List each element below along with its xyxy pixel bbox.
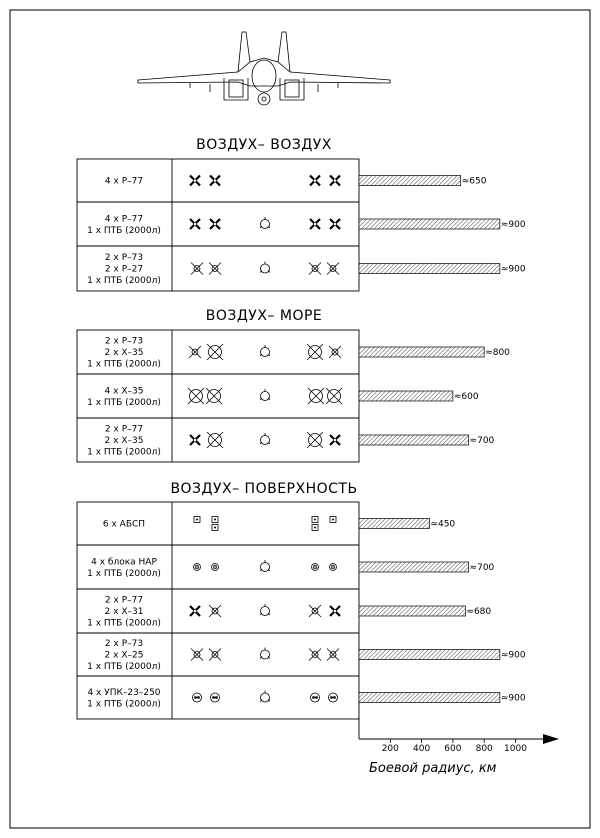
loadout-row — [77, 545, 495, 579]
loadout-group — [77, 159, 526, 291]
loadout-row — [77, 374, 479, 408]
radius-bar — [359, 519, 429, 529]
loadout-row — [77, 418, 495, 458]
store-big-icon — [308, 388, 324, 404]
store-big-icon — [326, 388, 342, 404]
store-fin-icon — [327, 649, 339, 661]
store-fin-icon — [191, 649, 203, 661]
radius-value-label: ≈900 — [500, 264, 526, 275]
loadout-row — [77, 676, 526, 709]
store-cross-icon — [190, 435, 200, 445]
loadout-text: 1 x ПТБ (2000л) — [87, 662, 161, 672]
store-big-icon — [207, 432, 223, 448]
store-gun-icon — [329, 693, 338, 702]
store-box2-icon — [212, 517, 218, 531]
store-tank-icon — [260, 648, 270, 660]
x-tick-label: 400 — [413, 744, 431, 754]
store-tank-icon — [260, 691, 270, 703]
store-tank-icon — [260, 604, 270, 616]
store-big-icon — [207, 344, 223, 360]
store-box2-icon — [312, 517, 318, 531]
loadout-row — [87, 337, 510, 370]
loadout-text: 6 x АБСП — [102, 519, 146, 530]
store-fin-icon — [309, 605, 321, 617]
radius-bar — [359, 606, 465, 616]
store-fin-icon — [329, 346, 341, 358]
loadout-text: 2 x P–77 — [104, 424, 144, 435]
store-fin-icon — [327, 263, 339, 275]
radius-bar — [359, 347, 484, 357]
loadout-text: 2 x X–35 — [104, 348, 144, 358]
loadout-row — [77, 246, 526, 286]
aircraft-front-view-icon — [138, 32, 390, 105]
store-fin-icon — [209, 605, 221, 617]
store-cross-icon — [210, 219, 220, 229]
loadout-text: 1 x ПТБ (2000л) — [87, 618, 161, 629]
radius-value-label: ≈900 — [500, 650, 526, 661]
store-cross-icon — [190, 219, 200, 229]
store-pod-icon — [312, 564, 319, 571]
x-axis-arrow-icon — [543, 734, 559, 744]
store-gun-icon — [193, 693, 202, 702]
store-cross-icon — [330, 435, 340, 445]
x-tick-label: 600 — [444, 744, 462, 754]
store-box-icon — [330, 517, 336, 523]
radius-value-label: ≈450 — [430, 519, 456, 530]
store-cross-icon — [310, 176, 320, 186]
store-cross-icon — [330, 219, 340, 229]
loadout-text: 2 x P–27 — [104, 264, 144, 275]
loadout-text: 2 x P–73 — [104, 336, 144, 347]
store-big-icon — [307, 344, 323, 360]
radius-value-label: ≈800 — [485, 348, 510, 358]
loadout-group — [77, 330, 510, 462]
radius-value-label: ≈700 — [469, 563, 495, 573]
x-tick-label: 200 — [381, 744, 399, 754]
loadout-text: 1 x ПТБ (2000л) — [87, 397, 161, 408]
loadout-text: 4 x блока НАР — [91, 557, 157, 568]
loadout-text: 1 x ПТБ (2000л) — [87, 225, 161, 236]
store-cross-icon — [210, 176, 220, 186]
store-big-icon — [307, 432, 323, 448]
store-tank-icon — [260, 217, 270, 229]
loadout-group — [77, 502, 526, 719]
loadout-row — [105, 176, 487, 187]
section-title-air-surface: ВОЗДУХ– ПОВЕРХНОСТЬ — [170, 481, 358, 497]
store-big-icon — [206, 388, 222, 404]
loadout-row — [77, 202, 526, 236]
radius-bar — [359, 176, 461, 186]
radius-bar — [359, 650, 500, 660]
loadout-text: 2 x P–73 — [104, 639, 144, 649]
loadout-row — [77, 589, 491, 629]
radius-value-label: ≈600 — [453, 392, 479, 402]
loadout-text: 1 x ПТБ (2000л) — [87, 447, 161, 458]
loadout-text: 2 x X–35 — [104, 436, 144, 446]
radius-bar — [359, 435, 469, 445]
store-cross-icon — [190, 176, 200, 186]
radius-value-label: ≈680 — [466, 607, 492, 617]
store-fin-icon — [309, 263, 321, 275]
store-tank-icon — [260, 262, 270, 274]
x-tick-label: 800 — [475, 744, 493, 754]
loadout-text: 1 x ПТБ (2000л) — [87, 359, 161, 370]
store-gun-icon — [211, 693, 220, 702]
loadout-row — [103, 517, 456, 531]
store-tank-icon — [260, 560, 270, 572]
store-tank-icon — [260, 433, 270, 445]
store-tank-icon — [260, 389, 270, 401]
store-cross-icon — [190, 606, 200, 616]
store-fin-icon — [209, 649, 221, 661]
loadout-text: 1 x ПТБ (2000л) — [87, 699, 161, 710]
store-cross-icon — [330, 606, 340, 616]
loadout-text: 2 x X–31 — [104, 607, 144, 617]
store-fin-icon — [191, 263, 203, 275]
radius-value-label: ≈700 — [469, 436, 495, 446]
loadout-row — [77, 633, 526, 672]
store-tank-icon — [260, 345, 270, 357]
section-title-air-sea: ВОЗДУХ– МОРЕ — [205, 308, 323, 324]
loadout-rows — [77, 159, 526, 719]
store-cross-icon — [310, 219, 320, 229]
radius-value-label: ≈900 — [500, 693, 526, 704]
loadout-text: 2 x X–25 — [104, 650, 144, 661]
radius-value-label: ≈650 — [461, 176, 487, 187]
x-tick-label: 1000 — [504, 744, 527, 754]
radius-bar — [359, 562, 469, 572]
radius-bar — [359, 391, 453, 401]
store-cross-icon — [330, 176, 340, 186]
section-title-air-air: ВОЗДУХ– ВОЗДУХ — [196, 137, 332, 153]
loadout-text: 4 x P–77 — [104, 214, 144, 225]
loadout-text: 1 x ПТБ (2000л) — [87, 276, 161, 286]
x-axis — [359, 717, 559, 776]
loadout-text: 1 x ПТБ (2000л) — [87, 568, 161, 579]
store-box-icon — [194, 517, 200, 523]
radius-value-label: ≈900 — [500, 220, 526, 230]
store-fin-icon — [189, 346, 201, 358]
radius-bar — [359, 219, 500, 229]
loadout-text: 4 x X–35 — [104, 386, 144, 397]
loadout-text: 4 x P–77 — [104, 176, 144, 187]
loadout-text: 2 x P–73 — [104, 253, 144, 263]
loadout-text: 2 x P–77 — [104, 595, 144, 606]
store-fin-icon — [309, 649, 321, 661]
store-pod-icon — [194, 564, 201, 571]
store-pod-icon — [330, 564, 337, 571]
radius-bar — [359, 693, 500, 703]
loadout-text: 4 x УПК–23–250 — [87, 687, 161, 698]
store-fin-icon — [209, 263, 221, 275]
store-big-icon — [188, 388, 204, 404]
store-pod-icon — [212, 564, 219, 571]
store-gun-icon — [311, 693, 320, 702]
radius-bar — [359, 264, 500, 274]
x-axis-title: Боевой радиус, км — [369, 761, 497, 776]
